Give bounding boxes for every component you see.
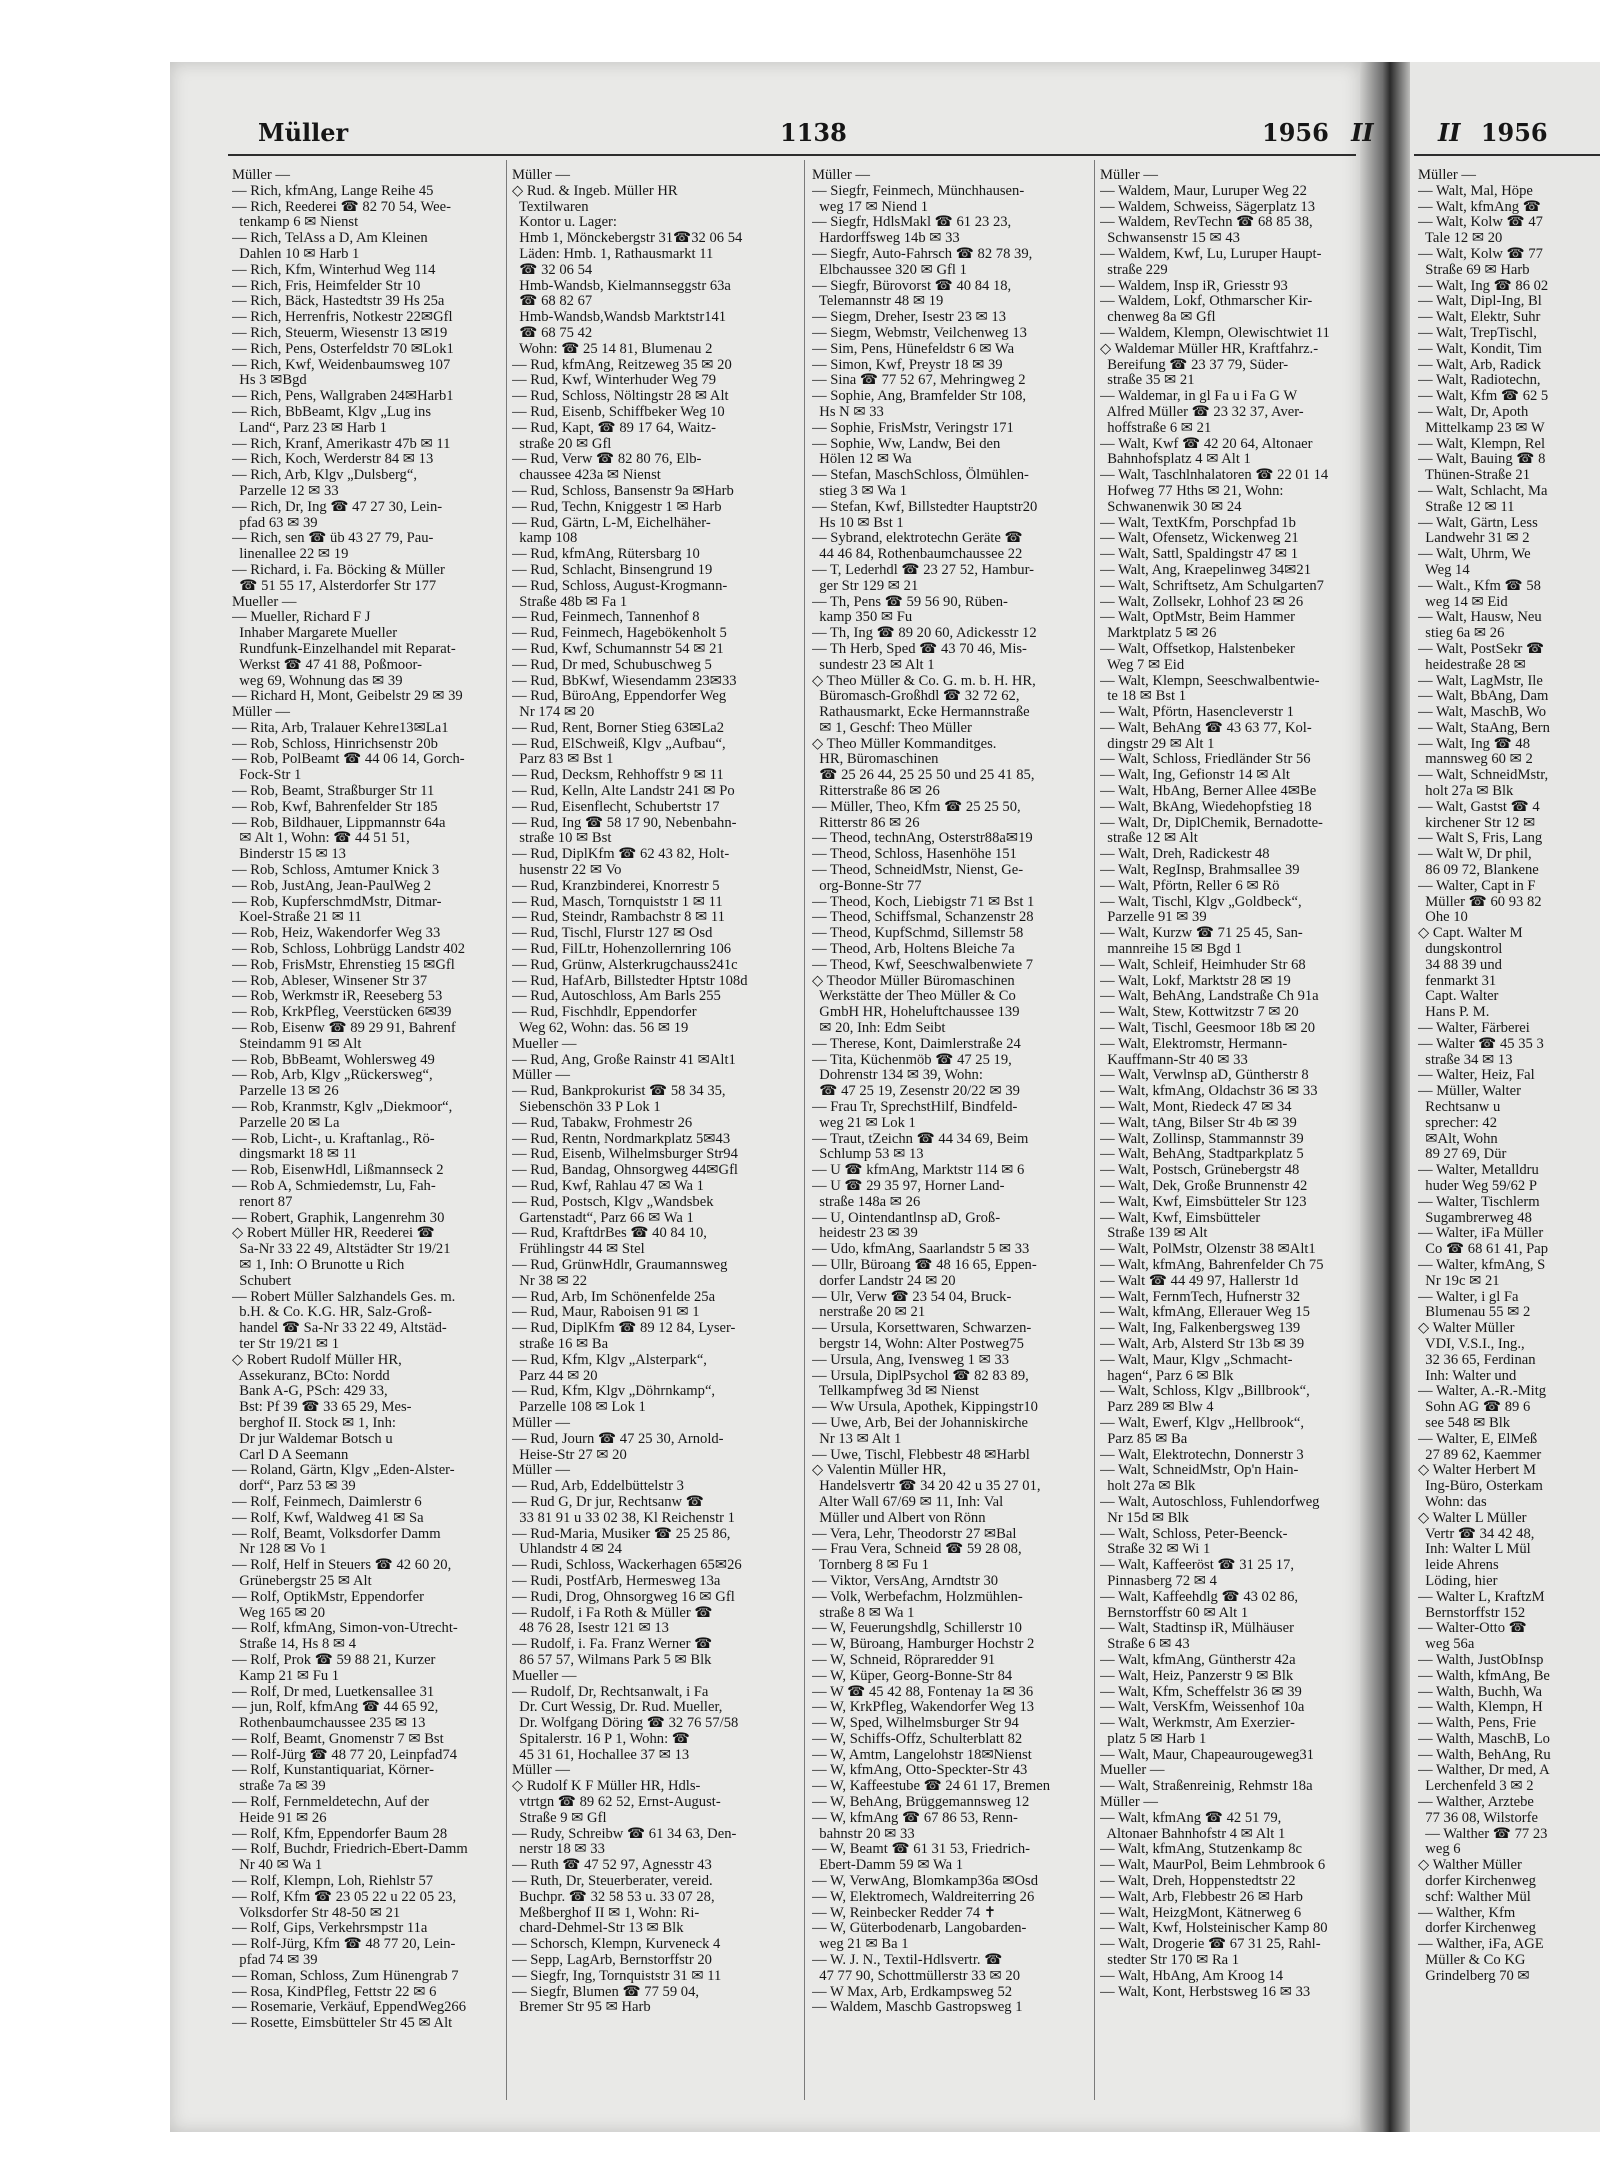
volume-label: II: [1351, 118, 1374, 147]
directory-column-2: Müller — ◇ Rud. & Ingeb. Müller HR Textilwaren Kontor u. Lager: Hmb 1, Mönckebergstr 31☎32 06 54 Läden: Hmb. 1, Rathausmarkt 11 ☎ 32 06 54 Hmb-Wandsb, Kielmannseggstr 63a ☎ 68 82 67 Hmb-Wandsb,Wandsb Marktstr141 ☎ 68 75 42 Wohn: ☎ 25 14 81, Blumenau 2 — Rud, kfmAng, Reitzeweg 35 ✉ 20 — Rud, Kwf, Winterhuder Weg 79 — Rud, Schloss, Nöltingstr 28 ✉ Alt — Rud, Eisenb, Schiffbeker Weg 10 — Rud, Kapt, ☎ 89 17 64, Waitz- straße 20 ✉ Gfl — Rud, Verw ☎ 82 80 76, Elb- chaussee 423a ✉ Nienst — Rud, Schloss, Bansenstr 9a ✉Harb — Rud, Techn, Kniggestr 1 ✉ Harb — Rud, Gärtn, L-M, Eichelhäher- kamp 108 — Rud, kfmAng, Rütersbarg 10 — Rud, Schlacht, Binsengrund 19 — Rud, Schloss, August-Krogmann- Straße 48b ✉ Fa 1 — Rud, Feinmech, Tannenhof 8 — Rud, Feinmech, Hagebökenholt 5 — Rud, Kwf, Schumannstr 54 ✉ 21 — Rud, Dr med, Schubuschweg 5 — Rud, BbKwf, Wiesendamm 23✉33 — Rud, BüroAng, Eppendorfer Weg Nr 174 ✉ 20 — Rud, Rent, Borner Stieg 63✉La2 — Rud, ElSchweiß, Klgv „Aufbau“, Parz 83 ✉ Bst 1 — Rud, Decksm, Rehhoffstr 9 ✉ 11 — Rud, Kelln, Alte Landstr 241 ✉ Po — Rud, Eisenflecht, Schubertstr 17 — Rud, Ing ☎ 58 17 90, Nebenbahn- straße 10 ✉ Bst — Rud, DiplKfm ☎ 62 43 82, Holt- husenstr 22 ✉ Vo — Rud, Kranzbinderei, Knorrestr 5 — Rud, Masch, Tornquiststr 1 ✉ 11 — Rud, Steindr, Rambachstr 8 ✉ 11 — Rud, Tischl, Flurstr 127 ✉ Osd — Rud, FilLtr, Hohenzollernring 106 — Rud, Grünw, Alsterkrugchauss241c — Rud, HafArb, Billstedter Hptstr 108d — Rud, Autoschloss, Am Barls 255 — Rud, Fischhdlr, Eppendorfer Weg 62, Wohn: das. 56 ✉ 19 Mueller — — Rud, Ang, Große Rainstr 41 ✉Alt1 Müller — — Rud, Bankprokurist ☎ 58 34 35, Siebenschön 33 P Lok 1 — Rud, Tabakw, Frohmestr 26 — Rud, Rentn, Nordmarkplatz 5✉43 — Rud, Eisenb, Wilhelmsburger Str94 — Rud, Bandag, Ohnsorgweg 44✉Gfl — Rud, Kwf, Rahlau 47 ✉ Wa 1 — Rud, Postsch, Klgv „Wandsbek Gartenstadt“, Parz 66 ✉ Wa 1 — Rud, KraftdrBes ☎ 40 84 10, Frühlingstr 44 ✉ Stel — Rud, GrünwHdlr, Graumannsweg Nr 38 ✉ 22 — Rud, Arb, Im Schönenfelde 25a — Rud, Maur, Raboisen 91 ✉ 1 — Rud, DiplKfm ☎ 89 12 84, Lyser- straße 16 ✉ Ba — Rud, Kfm, Klgv „Alsterpark“, Parz 44 ✉ 20 — Rud, Kfm, Klgv „Döhrnkamp“, Parzelle 108 ✉ Lok 1 Müller — — Rud, Journ ☎ 47 25 30, Arnold- Heise-Str 27 ✉ 20 Müller — — Rud, Arb, Eddelbüttelstr 3 — Rud G, Dr jur, Rechtsanw ☎ 33 81 91 u 33 02 38, Kl Reichenstr 1 — Rud-Maria, Musiker ☎ 25 25 86, Uhlandstr 4 ✉ 24 — Rudi, Schloss, Wackerhagen 65✉26 — Rudi, PostfArb, Hermesweg 13a — Rudi, Drog, Ohnsorgweg 16 ✉ Gfl — Rudolf, i Fa Roth & Müller ☎ 48 76 28, Isestr 121 ✉ 13 — Rudolf, i. Fa. Franz Werner ☎ 86 57 57, Wilmans Park 5 ✉ Blk Mueller — — Rudolf, Dr, Rechtsanwalt, i Fa Dr. Curt Wessig, Dr. Rud. Mueller, Dr. Wolfgang Döring ☎ 32 76 57/58 Spitalerstr. 16 P 1, Wohn: ☎ 45 31 61, Hochallee 37 ✉ 13 Müller — ◇ Rudolf K F Müller HR, Hdls- vtrtgn ☎ 89 62 52, Ernst-August- Straße 9 ✉ Gfl — Rudy, Schreibw ☎ 61 34 63, Den- nerstr 18 ✉ 33 — Ruth ☎ 47 52 97, Agnesstr 43 — Ruth, Dr, Steuerberater, vereid. Buchpr. ☎ 32 58 53 u. 33 07 28, Meßberghof II ✉ 1, Wohn: Ri- chard-Dehmel-Str 13 ✉ Blk — Schorsch, Klempn, Kurveneck 4 — Sepp, LagArb, Bernstorffstr 20 — Siegfr, Ing, Tornquiststr 31 ✉ 11 — Siegfr, Blumen ☎ 77 59 04, Bremer Str 95 ✉ Harb: [512, 168, 748, 2016]
facing-year-label: 1956: [1480, 118, 1548, 147]
year-label: 1956: [1262, 118, 1329, 147]
facing-running-head: [1438, 118, 1548, 147]
running-head-year: [1262, 118, 1374, 147]
column-divider: [804, 160, 805, 2100]
header-rule: [228, 154, 1356, 156]
facing-header-rule: [1414, 154, 1600, 156]
directory-column-4: Müller — — Waldem, Maur, Luruper Weg 22 — Waldem, Schweiss, Sägerplatz 13 — Waldem, RevTechn ☎ 68 85 38, Schwansenstr 15 ✉ 43 — Waldem, Kwf, Lu, Luruper Haupt- straße 229 — Waldem, Insp iR, Griesstr 93 — Waldem, Lokf, Othmarscher Kir- chenweg 8a ✉ Gfl — Waldem, Klempn, Olewischtwiet 11 ◇ Waldemar Müller HR, Kraftfahrz.- Bereifung ☎ 23 37 79, Süder- straße 35 ✉ 21 — Waldemar, in gl Fa u i Fa G W Alfred Müller ☎ 23 32 37, Aver- hoffstraße 6 ✉ 21 — Walt, Kwf ☎ 42 20 64, Altonaer Bahnhofsplatz 4 ✉ Alt 1 — Walt, Taschlnhalatoren ☎ 22 01 14 Hofweg 77 Hths ✉ 21, Wohn: Schwanenwik 30 ✉ 24 — Walt, TextKfm, Porschpfad 1b — Walt, Ofensetz, Wickenweg 21 — Walt, Sattl, Spaldingstr 47 ✉ 1 — Walt, Ang, Kraepelinweg 34✉21 — Walt, Schriftsetz, Am Schulgarten7 — Walt, Zollsekr, Lohhof 23 ✉ 26 — Walt, OptMstr, Beim Hammer Marktplatz 5 ✉ 26 — Walt, Offsetkop, Halstenbeker Weg 7 ✉ Eid — Walt, Klempn, Seeschwalbentwie- te 18 ✉ Bst 1 — Walt, Pförtn, Hasencleverstr 1 — Walt, BehAng ☎ 43 63 77, Kol- dingstr 29 ✉ Alt 1 — Walt, Schloss, Friedländer Str 56 — Walt, Ing, Gefionstr 14 ✉ Alt — Walt, HbAng, Berner Allee 4✉Be — Walt, BkAng, Wiedehopfstieg 18 — Walt, Dr, DiplChemik, Bernadotte- straße 12 ✉ Alt — Walt, Dreh, Radickestr 48 — Walt, RegInsp, Brahmsallee 39 — Walt, Pförtn, Reller 6 ✉ Rö — Walt, Tischl, Klgv „Goldbeck“, Parzelle 91 ✉ 39 — Walt, Kurzw ☎ 71 25 45, San- mannreihe 15 ✉ Bgd 1 — Walt, Schleif, Heimhuder Str 68 — Walt, Lokf, Marktstr 28 ✉ 19 — Walt, BehAng, Landstraße Ch 91a — Walt, Stew, Kottwitzstr 7 ✉ 20 — Walt, Tischl, Geesmoor 18b ✉ 20 — Walt, Elektromstr, Hermann- Kauffmann-Str 40 ✉ 33 — Walt, Verwlnsp aD, Güntherstr 8 — Walt, kfmAng, Oldachstr 36 ✉ 33 — Walt, Mont, Riedeck 47 ✉ 34 — Walt, tAng, Bilser Str 4b ✉ 39 — Walt, Zollinsp, Stammannstr 39 — Walt, BehAng, Stadtparkplatz 5 — Walt, Postsch, Grünebergstr 48 — Walt, Dek, Große Brunnenstr 42 — Walt, Kwf, Eimsbütteler Str 123 — Walt, Kwf, Eimsbütteler Straße 139 ✉ Alt — Walt, PolMstr, Olzenstr 38 ✉Alt1 — Walt, kfmAng, Bahrenfelder Ch 75 — Walt ☎ 44 49 97, Hallerstr 1d — Walt, FernmTech, Hufnerstr 32 — Walt, kfmAng, Ellerauer Weg 15 — Walt, Ing, Falkenbergsweg 139 — Walt, Arb, Alsterd Str 13b ✉ 39 — Walt, Maur, Klgv „Schmacht- hagen“, Parz 6 ✉ Blk — Walt, Schloss, Klgv „Billbrook“, Parz 289 ✉ Blw 4 — Walt, Ewerf, Klgv „Hellbrook“, Parz 85 ✉ Ba — Walt, Elektrotechn, Donnerstr 3 — Walt, SchneidMstr, Op'n Hain- holt 27a ✉ Blk — Walt, Autoschloss, Fuhlendorfweg Nr 15d ✉ Blk — Walt, Schloss, Peter-Beenck- Straße 32 ✉ Wi 1 — Walt, Kaffeeröst ☎ 31 25 17, Pinnasberg 72 ✉ 4 — Walt, Kaffeehdlg ☎ 43 02 86, Bernstorffstr 60 ✉ Alt 1 — Walt, Stadtinsp iR, Mülhäuser Straße 6 ✉ 43 — Walt, kfmAng, Güntherstr 42a — Walt, Heiz, Panzerstr 9 ✉ Blk — Walt, Kfm, Scheffelstr 36 ✉ 39 — Walt, VersKfm, Weissenhof 10a — Walt, Werkmstr, Am Exerzier- platz 5 ✉ Harb 1 — Walt, Maur, Chapeaurougeweg31 Mueller — — Walt, Straßenreinig, Rehmstr 18a Müller — — Walt, kfmAng ☎ 42 51 79, Altonaer Bahnhofstr 4 ✉ Alt 1 — Walt, kfmAng, Stutzenkamp 8c — Walt, MaurPol, Beim Lehmbrook 6 — Walt, Dreh, Hoppenstedtstr 22 — Walt, Arb, Flebbestr 26 ✉ Harb — Walt, HeizgMont, Kätnerweg 6 — Walt, Kwf, Holsteinischer Kamp 80 — Walt, Drogerie ☎ 67 31 25, Rahl- stedter Str 170 ✉ Ra 1 — Walt, HbAng, Am Kroog 14 — Walt, Kont, Herbstsweg 16 ✉ 33: [1100, 168, 1330, 2000]
facing-volume-label: II: [1438, 118, 1461, 147]
column-divider: [1094, 160, 1095, 2100]
page-number: 1138: [780, 118, 847, 147]
running-head-name: Müller: [258, 118, 349, 147]
scan-background-left: [0, 0, 170, 2177]
directory-column-1: Müller — — Rich, kfmAng, Lange Reihe 45 — Rich, Reederei ☎ 82 70 54, Wee- tenkamp 6 ✉ Nienst — Rich, TelAss a D, Am Kleinen Dahlen 10 ✉ Harb 1 — Rich, Kfm, Winterhud Weg 114 — Rich, Fris, Heimfelder Str 10 — Rich, Bäck, Hastedtstr 39 Hs 25a — Rich, Herrenfris, Notkestr 22✉Gfl — Rich, Steuerm, Wiesenstr 13 ✉19 — Rich, Pens, Osterfeldstr 70 ✉Lok1 — Rich, Kwf, Weidenbaumsweg 107 Hs 3 ✉Bgd — Rich, Pens, Wallgraben 24✉Harb1 — Rich, BbBeamt, Klgv „Lug ins Land“, Parz 23 ✉ Harb 1 — Rich, Kranf, Amerikastr 47b ✉ 11 — Rich, Koch, Werderstr 84 ✉ 13 — Rich, Arb, Klgv „Dulsberg“, Parzelle 12 ✉ 33 — Rich, Dr, Ing ☎ 47 27 30, Lein- pfad 63 ✉ 39 — Rich, sen ☎ üb 43 27 79, Pau- linenallee 22 ✉ 19 — Richard, i. Fa. Böcking & Müller ☎ 51 55 17, Alsterdorfer Str 177 Mueller — — Mueller, Richard F J Inhaber Margarete Mueller Rundfunk-Einzelhandel mit Reparat- Werkst ☎ 47 41 88, Poßmoor- weg 69, Wohnung das ✉ 39 — Richard H, Mont, Geibelstr 29 ✉ 39 Müller — — Rita, Arb, Tralauer Kehre13✉La1 — Rob, Schloss, Hinrichsenstr 20b — Rob, PolBeamt ☎ 44 06 14, Gorch- Fock-Str 1 — Rob, Beamt, Straßburger Str 11 — Rob, Kwf, Bahrenfelder Str 185 — Rob, Bildhauer, Lippmannstr 64a ✉ Alt 1, Wohn: ☎ 44 51 51, Binderstr 15 ✉ 13 — Rob, Schloss, Amtumer Knick 3 — Rob, JustAng, Jean-PaulWeg 2 — Rob, KupferschmdMstr, Ditmar- Koel-Straße 21 ✉ 11 — Rob, Heiz, Wakendorfer Weg 33 — Rob, Schloss, Lohbrügg Landstr 402 — Rob, FrisMstr, Ehrenstieg 15 ✉Gfl — Rob, Ableser, Winsener Str 37 — Rob, Werkmstr iR, Reeseberg 53 — Rob, KrkPfleg, Veerstücken 6✉39 — Rob, Eisenw ☎ 89 29 91, Bahrenf Steindamm 91 ✉ Alt — Rob, BbBeamt, Wohlersweg 49 — Rob, Arb, Klgv „Rückersweg“, Parzelle 13 ✉ 26 — Rob, Kranmstr, Kglv „Diekmoor“, Parzelle 20 ✉ La — Rob, Licht-, u. Kraftanlag., Rö- dingsmarkt 18 ✉ 11 — Rob, EisenwHdl, Lißmannseck 2 — Rob A, Schmiedemstr, Lu, Fah- renort 87 — Robert, Graphik, Langenrehm 30 ◇ Robert Müller HR, Reederei ☎ Sa-Nr 33 22 49, Altstädter Str 19/21 ✉ 1, Inh: O Brunotte u Rich Schubert — Robert Müller Salzhandels Ges. m. b.H. & Co. K.G. HR, Salz-Groß- handel ☎ Sa-Nr 33 22 49, Altstäd- ter Str 19/21 ✉ 1 ◇ Robert Rudolf Müller HR, Assekuranz, BCto: Nordd Bank A-G, PSch: 429 33, Bst: Pf 39 ☎ 33 65 29, Mes- berghof II. Stock ✉ 1, Inh: Dr jur Waldemar Botsch u Carl D A Seemann — Roland, Gärtn, Klgv „Eden-Alster- dorf“, Parz 53 ✉ 39 — Rolf, Feinmech, Daimlerstr 6 — Rolf, Kwf, Waldweg 41 ✉ Sa — Rolf, Beamt, Volksdorfer Damm Nr 128 ✉ Vo 1 — Rolf, Helf in Steuers ☎ 42 60 20, Grünebergstr 25 ✉ Alt — Rolf, OptikMstr, Eppendorfer Weg 165 ✉ 20 — Rolf, kfmAng, Simon-von-Utrecht- Straße 14, Hs 8 ✉ 4 — Rolf, Prok ☎ 59 88 21, Kurzer Kamp 21 ✉ Fu 1 — Rolf, Dr med, Luetkensallee 31 — jun, Rolf, kfmAng ☎ 44 65 92, Rothenbaumchaussee 235 ✉ 13 — Rolf, Beamt, Gnomenstr 7 ✉ Bst — Rolf-Jürg ☎ 48 77 20, Leinpfad74 — Rolf, Kunstantiquariat, Körner- straße 7a ✉ 39 — Rolf, Fernmeldetechn, Auf der Heide 91 ✉ 26 — Rolf, Kfm, Eppendorfer Baum 28 — Rolf, Buchdr, Friedrich-Ebert-Damm Nr 40 ✉ Wa 1 — Rolf, Klempn, Loh, Riehlstr 57 — Rolf, Kfm ☎ 23 05 22 u 22 05 23, Volksdorfer Str 48-50 ✉ 21 — Rolf, Gips, Verkehrsmpstr 11a — Rolf-Jürg, Kfm ☎ 48 77 20, Lein- pfad 74 ✉ 39 — Roman, Schloss, Zum Hünengrab 7 — Rosa, KindPfleg, Fettstr 22 ✉ 6 — Rosemarie, Verkäuf, EppendWeg266 — Rosette, Eimsbütteler Str 45 ✉ Alt: [232, 168, 468, 2032]
column-divider: [506, 160, 507, 2100]
book-gutter: [1360, 62, 1410, 2132]
facing-page-column: Müller — — Walt, Mal, Höpe — Walt, kfmAng ☎ — Walt, Kolw ☎ 47 Tale 12 ✉ 20 — Walt, Kolw ☎ 77 Straße 69 ✉ Harb — Walt, Ing ☎ 86 02 — Walt, Dipl-Ing, Bl — Walt, Elektr, Suhr — Walt, TrepTischl, — Walt, Kondit, Tim — Walt, Arb, Radick — Walt, Radiotechn, — Walt, Kfm ☎ 62 5 — Walt, Dr, Apoth Mittelkamp 23 ✉ W — Walt, Klempn, Rel — Walt, Bauing ☎ 8 Thünen-Straße 21 — Walt, Schlacht, Ma Straße 12 ✉ 11 — Walt, Gärtn, Less Landwehr 31 ✉ 2 — Walt, Uhrm, We Weg 14 — Walt., Kfm ☎ 58 weg 14 ✉ Eid — Walt, Hausw, Neu stieg 6a ✉ 26 — Walt, PostSekr ☎ heidestraße 28 ✉ — Walt, LagMstr, Ile — Walt, BbAng, Dam — Walt, MaschB, Wo — Walt, StaAng, Bern — Walt, Ing ☎ 48 mannsweg 60 ✉ 2 — Walt, SchneidMstr, holt 27a ✉ Blk — Walt, Gastst ☎ 4 kirchener Str 12 ✉ — Walt S, Fris, Lang — Walt W, Dr phil, 86 09 72, Blankene — Walter, Capt in F Müller ☎ 60 93 82 Ohe 10 ◇ Capt. Walter M dungskontrol 34 88 39 und fenmarkt 31 Capt. Walter Hans P. M. — Walter, Färberei — Walter ☎ 45 35 3 straße 34 ✉ 13 — Walter, Heiz, Fal — Müller, Walter Rechtsanw u sprecher: 42 ✉Alt, Wohn 89 27 69, Dür — Walter, Metalldru huder Weg 59/62 P — Walter, Tischlerm Sugambrerweg 48 — Walter, iFa Müller Co ☎ 68 61 41, Pap — Walter, kfmAng, S Nr 19c ✉ 21 — Walter, i gl Fa Blumenau 55 ✉ 2 ◇ Walter Müller VDI, V.S.I., Ing., 32 36 65, Ferdinan Inh: Walter und — Walter, A.-R.-Mitg Sohn AG ☎ 89 6 see 548 ✉ Blk — Walter, E, ElMeß 27 89 62, Kaemmer ◇ Walter Herbert M Ing-Büro, Osterkam Wohn: das ◇ Walter L Müller Vertr ☎ 34 42 48, Inh: Walter L Mül leide Ahrens Löding, hier — Walter L, KraftzM Bernstorffstr 152 — Walter-Otto ☎ weg 56a — Walth, JustObInsp — Walth, kfmAng, Be — Walth, Buchh, Wa — Walth, Klempn, H — Walth, Pens, Frie — Walth, MaschB, Lo — Walth, BehAng, Ru — Walther, Dr med, A Lerchenfeld 3 ✉ 2 — Walther, Arztebe 77 36 08, Wilstorfe — Walther ☎ 77 23 weg 6 ◇ Walther Müller dorfer Kirchenweg schf: Walther Mül — Walther, Kfm dorfer Kirchenweg — Walther, iFa, AGE Müller & Co KG Grindelberg 70 ✉: [1418, 168, 1551, 1984]
directory-column-3: Müller — — Siegfr, Feinmech, Münchhausen- weg 17 ✉ Niend 1 — Siegfr, HdlsMakl ☎ 61 23 23, Hardorffsweg 14b ✉ 33 — Siegfr, Auto-Fahrsch ☎ 82 78 39, Elbchaussee 320 ✉ Gfl 1 — Siegfr, Bürovorst ☎ 40 84 18, Telemannstr 48 ✉ 19 — Siegm, Dreher, Isestr 23 ✉ 13 — Siegm, Webmstr, Veilchenweg 13 — Sim, Pens, Hünefeldstr 6 ✉ Wa — Simon, Kwf, Preystr 18 ✉ 39 — Sina ☎ 77 52 67, Mehringweg 2 — Sophie, Ang, Bramfelder Str 108, Hs N ✉ 33 — Sophie, FrisMstr, Veringstr 171 — Sophie, Ww, Landw, Bei den Hölen 12 ✉ Wa — Stefan, MaschSchloss, Ölmühlen- stieg 3 ✉ Wa 1 — Stefan, Kwf, Billstedter Hauptstr20 Hs 10 ✉ Bst 1 — Sybrand, elektrotechn Geräte ☎ 44 46 84, Rothenbaumchaussee 22 — T, Lederhdl ☎ 23 27 52, Hambur- ger Str 129 ✉ 21 — Th, Pens ☎ 59 56 90, Rüben- kamp 350 ✉ Fu — Th, Ing ☎ 89 20 60, Adickesstr 12 — Th Herb, Sped ☎ 43 70 46, Mis- sundestr 23 ✉ Alt 1 ◇ Theo Müller & Co. G. m. b. H. HR, Büromasch-Großhdl ☎ 32 72 62, Rathausmarkt, Ecke Hermannstraße ✉ 1, Geschf: Theo Müller ◇ Theo Müller Kommanditges. HR, Büromaschinen ☎ 25 26 44, 25 25 50 und 25 41 85, Ritterstraße 86 ✉ 26 — Müller, Theo, Kfm ☎ 25 25 50, Ritterstr 86 ✉ 26 — Theod, technAng, Osterstr88a✉19 — Theod, Schloss, Hasenhöhe 151 — Theod, SchneidMstr, Nienst, Ge- org-Bonne-Str 77 — Theod, Koch, Liebigstr 71 ✉ Bst 1 — Theod, Schiffsmal, Schanzenstr 28 — Theod, KupfSchmd, Sillemstr 58 — Theod, Arb, Holtens Bleiche 7a — Theod, Kwf, Seeschwalbenwiete 7 ◇ Theodor Müller Büromaschinen Werkstätte der Theo Müller & Co GmbH HR, Hoheluftchaussee 139 ✉ 20, Inh: Edm Seibt — Therese, Kont, Daimlerstraße 24 — Tita, Küchenmöb ☎ 47 25 19, Dohrenstr 134 ✉ 39, Wohn: ☎ 47 25 19, Zesenstr 20/22 ✉ 39 — Frau Tr, SprechstHilf, Bindfeld- weg 21 ✉ Lok 1 — Traut, tZeichn ☎ 44 34 69, Beim Schlump 53 ✉ 13 — U ☎ kfmAng, Marktstr 114 ✉ 6 — U ☎ 29 35 97, Horner Land- straße 148a ✉ 26 — U, Ointendantlnsp aD, Groß- heidestr 23 ✉ 39 — Udo, kfmAng, Saarlandstr 5 ✉ 33 — Ullr, Büroang ☎ 48 16 65, Eppen- dorfer Landstr 24 ✉ 20 — Ulr, Verw ☎ 23 54 04, Bruck- nerstraße 20 ✉ 21 — Ursula, Korsettwaren, Schwarzen- bergstr 14, Wohn: Alter Postweg75 — Ursula, Ang, Ivensweg 1 ✉ 33 — Ursula, DiplPsychol ☎ 82 83 89, Tellkampfweg 3d ✉ Nienst — Ww Ursula, Apothek, Kippingstr10 — Uwe, Arb, Bei der Johanniskirche Nr 13 ✉ Alt 1 — Uwe, Tischl, Flebbestr 48 ✉Harbl ◇ Valentin Müller HR, Handelsvertr ☎ 34 20 42 u 35 27 01, Alter Wall 67/69 ✉ 11, Inh: Val Müller und Albert von Rönn — Vera, Lehr, Theodorstr 27 ✉Bal — Frau Vera, Schneid ☎ 59 28 08, Tornberg 8 ✉ Fu 1 — Viktor, VersAng, Arndtstr 30 — Volk, Werbefachm, Holzmühlen- straße 8 ✉ Wa 1 — W, Feuerungshdlg, Schillerstr 10 — W, Büroang, Hamburger Hochstr 2 — W, Schneid, Röpraredder 91 — W, Küper, Georg-Bonne-Str 84 — W ☎ 45 42 88, Fontenay 1a ✉ 36 — W, KrkPfleg, Wakendorfer Weg 13 — W, Sped, Wilhelmsburger Str 94 — W, Schiffs-Offz, Schulterblatt 82 — W, Amtm, Langelohstr 18✉Nienst — W, kfmAng, Otto-Speckter-Str 43 — W, Kaffeestube ☎ 24 61 17, Bremen — W, BehAng, Brüggemannsweg 12 — W, kfmAng ☎ 67 86 53, Renn- bahnstr 20 ✉ 33 — W, Beamt ☎ 61 31 53, Friedrich- Ebert-Damm 59 ✉ Wa 1 — W, VerwAng, Blomkamp36a ✉Osd — W, Elektromech, Waldreiterring 26 — W, Reinbecker Redder 74 ✝ — W, Güterbodenarb, Langobarden- weg 21 ✉ Ba 1 — W. J. N., Textil-Hdlsvertr. ☎ 47 77 90, Schottmüllerstr 33 ✉ 20 — W Max, Arb, Erdkampsweg 52 — Waldem, Maschb Gastropsweg 1: [812, 168, 1050, 2016]
